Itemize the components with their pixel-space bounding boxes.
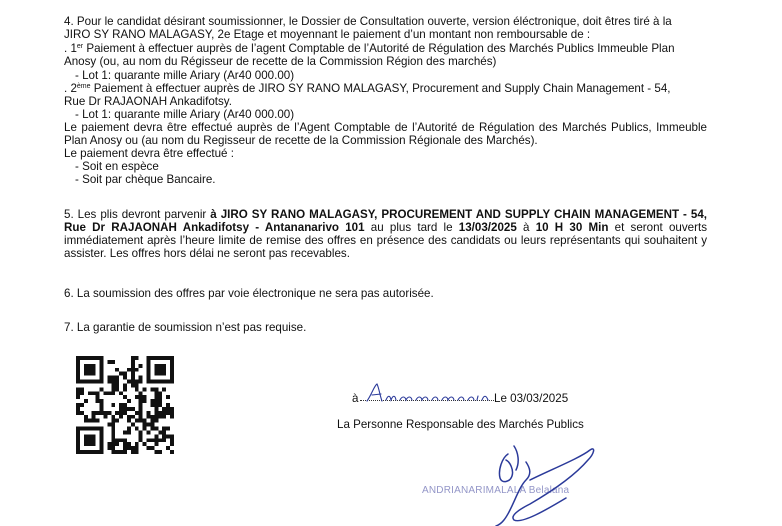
- payment2-lot: - Lot 1: quarante mille Ariary (Ar40 000.00): [75, 108, 295, 121]
- signatory-title: La Personne Responsable des Marchés Publics: [337, 418, 584, 431]
- section5-lead: 5. Les plis devront parvenir: [64, 208, 211, 221]
- payment1-ordinal: er: [76, 43, 84, 50]
- section7-text: 7. La garantie de soumission n’est pas requise.: [64, 321, 307, 334]
- payment-note: Le paiement devra être effectué auprès de l’Agent Comptable de l’Autorité de Régulation des Marchés Publics, Immeuble Plan Anosy ou (au nom du Regisseur de recette de la Commission Régionale des Marchés).: [64, 121, 707, 147]
- qr-code: [76, 356, 174, 454]
- payment2-ordinal: ème: [76, 83, 91, 90]
- payment2-line2: Rue Dr RAJAONAH Ankadifotsy.: [64, 95, 232, 108]
- handwritten-signature: [470, 440, 620, 526]
- payment1-text: Paiement à effectuer auprès de l’agent Comptable de l’Autorité de Régulation des Marchés Publics Immeuble Plan: [83, 42, 675, 55]
- section5-paragraph: [64, 208, 707, 260]
- signature-date: Le 03/03/2025: [494, 392, 569, 405]
- section5-address: à JIRO SY RANO MALAGASY, PROCUREMENT AND SUPPLY CHAIN MANAGEMENT - 54, Rue Dr RAJAONAH Ankadifotsy - Antananarivo 101: [64, 208, 707, 234]
- section5-tail: et seront ouverts immédiatement après l’heure limite de remise des offres en présence des candidats ou leurs représentants qui souhaitent y assister. Les offres hors délai ne seront pas recevables.: [64, 221, 707, 260]
- section4-intro-line1: 4. Pour le candidat désirant soumissionner, le Dossier de Consultation ouverte, version éléctronique, doit êtres tiré à la: [64, 15, 672, 28]
- section6-text: 6. La soumission des offres par voie électronique ne sera pas autorisée.: [64, 287, 434, 300]
- handwritten-place: [364, 382, 494, 404]
- signatory-stamp-name: ANDRIANARIMALALA Belalana: [422, 485, 570, 496]
- payment-option-cash: - Soit en espèce: [75, 160, 159, 173]
- section5-time: 10 H 30 Min: [535, 221, 609, 234]
- payment1-number: . 1: [64, 42, 77, 55]
- payment2-text: Paiement à effectuer auprès de JIRO SY RANO MALAGASY, Procurement and Supply Chain Management - 54,: [90, 82, 671, 95]
- section5-date: 13/03/2025: [458, 221, 517, 234]
- signature-place-prefix: à: [352, 392, 359, 405]
- payment-methods-intro: Le paiement devra être effectué :: [64, 147, 234, 160]
- section5-mid2: à: [516, 221, 536, 234]
- payment1-line2: Anosy (ou, au nom du Régisseur de recette de la Commission Région des marchés): [64, 55, 497, 68]
- payment2-line1: [64, 82, 671, 95]
- payment1-line1: [64, 42, 675, 55]
- payment2-number: . 2: [64, 82, 77, 95]
- section4-intro-line2: JIRO SY RANO MALAGASY, 2e Etage et moyennant le paiement d’un montant non remboursable de :: [64, 28, 591, 41]
- payment1-lot: - Lot 1: quarante mille Ariary (Ar40 000.00): [75, 69, 295, 82]
- section5-mid: au plus tard le: [364, 221, 459, 234]
- payment-option-check: - Soit par chèque Bancaire.: [75, 173, 216, 186]
